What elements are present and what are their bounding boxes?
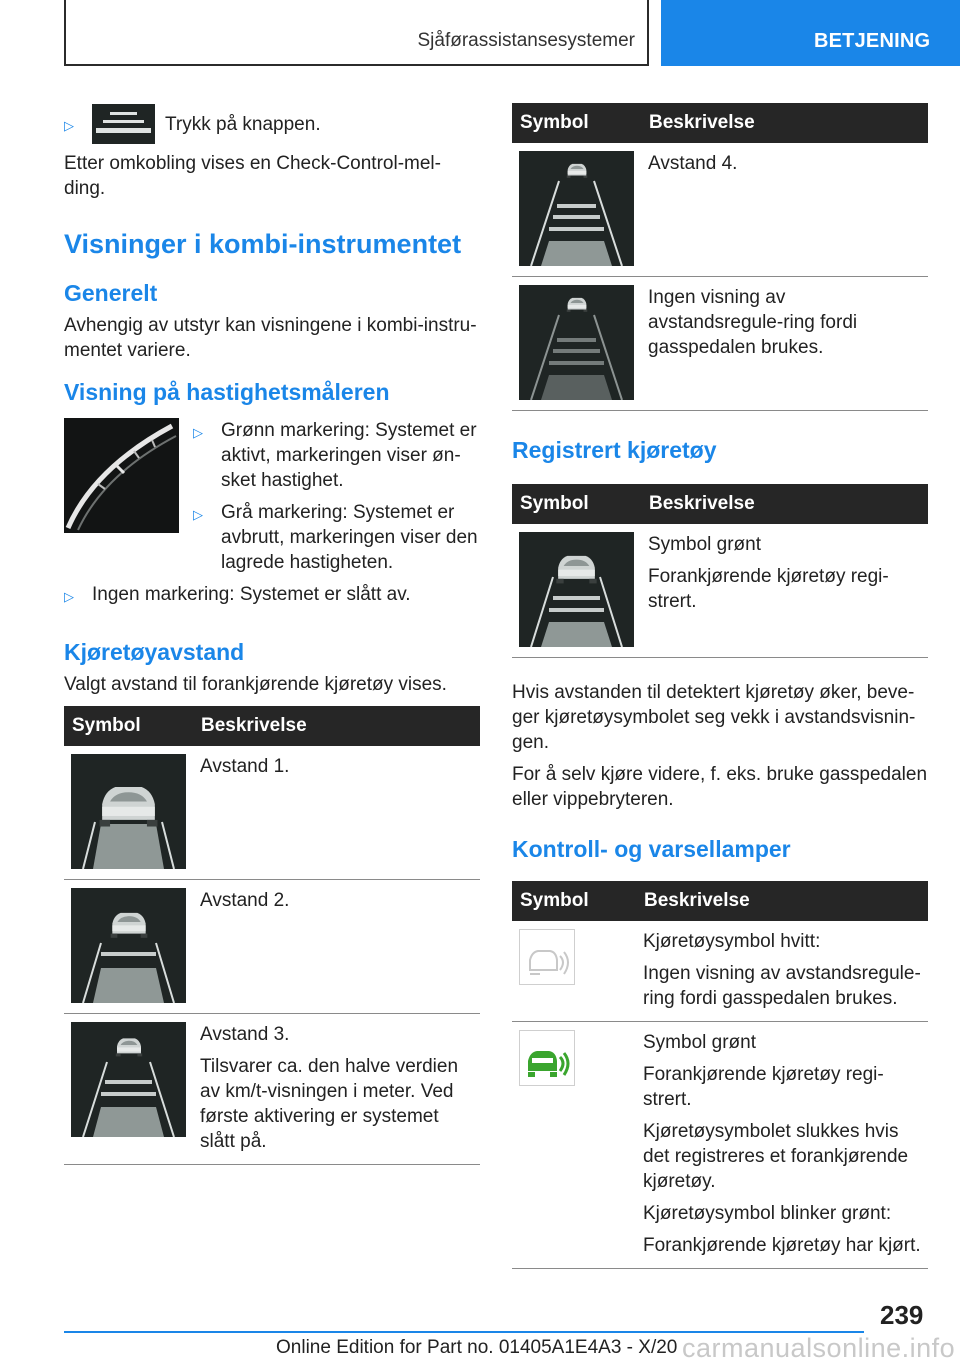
col-desc-header: Beskrivelse: [641, 103, 928, 143]
speedo-item-green: [193, 418, 480, 493]
right-column: [512, 103, 928, 1269]
footer-edition: Online Edition for Part no. 01405A1E4A3 - X/20: [276, 1337, 678, 1358]
registered-green-text: Symbol grønt: [648, 534, 761, 555]
col-desc-header: Beskrivelse: [193, 706, 480, 746]
green-symbol-off-text: Kjøretøysymbolet slukkes hvis det registreres et forankjørende kjøretøy.: [643, 1121, 909, 1192]
registered-table: [512, 484, 928, 658]
left-column: [64, 100, 480, 1165]
col-desc-header: Beskrivelse: [636, 881, 928, 921]
speedo-item-green-text: Grønn markering: Systemet er aktivt, markeringen viser øn-sket hastighet.: [221, 420, 477, 491]
drive-on-text: For å selv kjøre videre, f. eks. bruke gasspedalen eller vippebryteren.: [512, 764, 928, 810]
speedometer-block: [64, 418, 480, 582]
green-symbol-flash-text: Kjøretøysymbol blinker grønt:: [643, 1203, 892, 1224]
distance-text: Valgt avstand til forankjørende kjøretøy vises.: [64, 674, 447, 695]
header-chapter-label: BETJENING: [814, 30, 931, 52]
distance-3-image: [71, 1022, 186, 1137]
table-row: [64, 880, 480, 1014]
distance-3-text: Avstand 3.: [200, 1024, 290, 1045]
distance-4-text: Avstand 4.: [648, 153, 738, 174]
distance-2-image: [71, 888, 186, 1003]
white-symbol-text: Kjøretøysymbol hvitt:: [643, 931, 821, 952]
table-header-row: [512, 484, 928, 524]
speedo-item-grey-text: Grå markering: Systemet er avbrutt, markeringen viser den lagrede hastigheten.: [221, 502, 478, 573]
distance-3-note: Tilsvarer ca. den halve verdien av km/t-visningen i meter. Ved første aktivering er systemet slått på.: [200, 1056, 459, 1152]
header-chapter-tab[interactable]: [661, 0, 960, 66]
col-symbol-header: Symbol: [64, 706, 193, 746]
no-distance-control-text: Ingen visning av avstandsregule-ring fordi gasspedalen brukes.: [648, 287, 858, 358]
no-marking-item: [64, 582, 480, 609]
distance-button-icon: [92, 104, 155, 144]
registered-vehicle-image: [519, 532, 634, 647]
table-header-row: [64, 706, 480, 746]
lamps-table: [512, 881, 928, 1269]
after-switch-text: Etter omkobling vises en Check-Control-mel-ding.: [64, 153, 441, 199]
no-distance-control-image: [519, 285, 634, 400]
page-number: 239: [880, 1300, 924, 1330]
no-marking-text: Ingen markering: Systemet er slått av.: [92, 584, 411, 605]
speedometer-image: [64, 418, 179, 533]
general-text: Avhengig av utstyr kan visningene i kombi-instru-mentet variere.: [64, 315, 477, 361]
distance-table-left: [64, 706, 480, 1165]
heading-registered: Registrert kjøretøy: [512, 437, 717, 463]
table-row: [512, 143, 928, 277]
table-header-row: [512, 103, 928, 143]
distance-1-text: Avstand 1.: [200, 756, 290, 777]
speedo-item-grey: [193, 500, 480, 575]
heading-speedometer: Visning på hastighetsmåleren: [64, 379, 390, 405]
distance-1-image: [71, 754, 186, 869]
press-button-step: [64, 104, 480, 144]
heading-distance: Kjøretøyavstand: [64, 639, 245, 665]
triangle-bullet-icon: ▷: [193, 425, 203, 440]
press-button-text: Trykk på knappen.: [165, 113, 321, 135]
triangle-bullet-icon: ▷: [64, 117, 74, 133]
heading-display: Visninger i kombi-instrumentet: [64, 229, 462, 259]
col-desc-header: Beskrivelse: [641, 484, 928, 524]
green-symbol-desc: Forankjørende kjøretøy regi-strert.: [643, 1064, 884, 1110]
table-header-row: [512, 881, 928, 921]
triangle-bullet-icon: ▷: [64, 589, 74, 604]
distance-increase-text: Hvis avstanden til detektert kjøretøy øker, beve-ger kjøretøysymbolet seg vekk i avstandsvisnin-gen.: [512, 682, 916, 753]
white-symbol-desc: Ingen visning av avstandsregule-ring fordi gasspedalen brukes.: [643, 963, 921, 1009]
watermark: carmanualsonline.info: [682, 1333, 956, 1362]
header-section-box: [64, 0, 649, 66]
table-row: [64, 746, 480, 880]
table-row: [512, 524, 928, 658]
registered-desc-text: Forankjørende kjøretøy regi-strert.: [648, 566, 889, 612]
col-symbol-header: Symbol: [512, 881, 636, 921]
col-symbol-header: Symbol: [512, 484, 641, 524]
heading-general: Generelt: [64, 280, 158, 306]
table-row: [512, 1022, 928, 1269]
heading-lamps: Kontroll- og varsellamper: [512, 836, 791, 862]
vehicle-white-lamp-icon: [519, 929, 575, 985]
col-symbol-header: Symbol: [512, 103, 641, 143]
vehicle-green-lamp-icon: [519, 1030, 575, 1086]
table-row: [64, 1014, 480, 1165]
header-section-title: Sjåførassistansesystemer: [417, 30, 635, 51]
table-row: [512, 277, 928, 411]
green-symbol-text: Symbol grønt: [643, 1032, 756, 1053]
table-row: [512, 921, 928, 1022]
green-symbol-flash-desc: Forankjørende kjøretøy har kjørt.: [643, 1235, 921, 1256]
triangle-bullet-icon: ▷: [193, 507, 203, 522]
distance-2-text: Avstand 2.: [200, 890, 290, 911]
distance-4-image: [519, 151, 634, 266]
distance-table-right: [512, 103, 928, 411]
